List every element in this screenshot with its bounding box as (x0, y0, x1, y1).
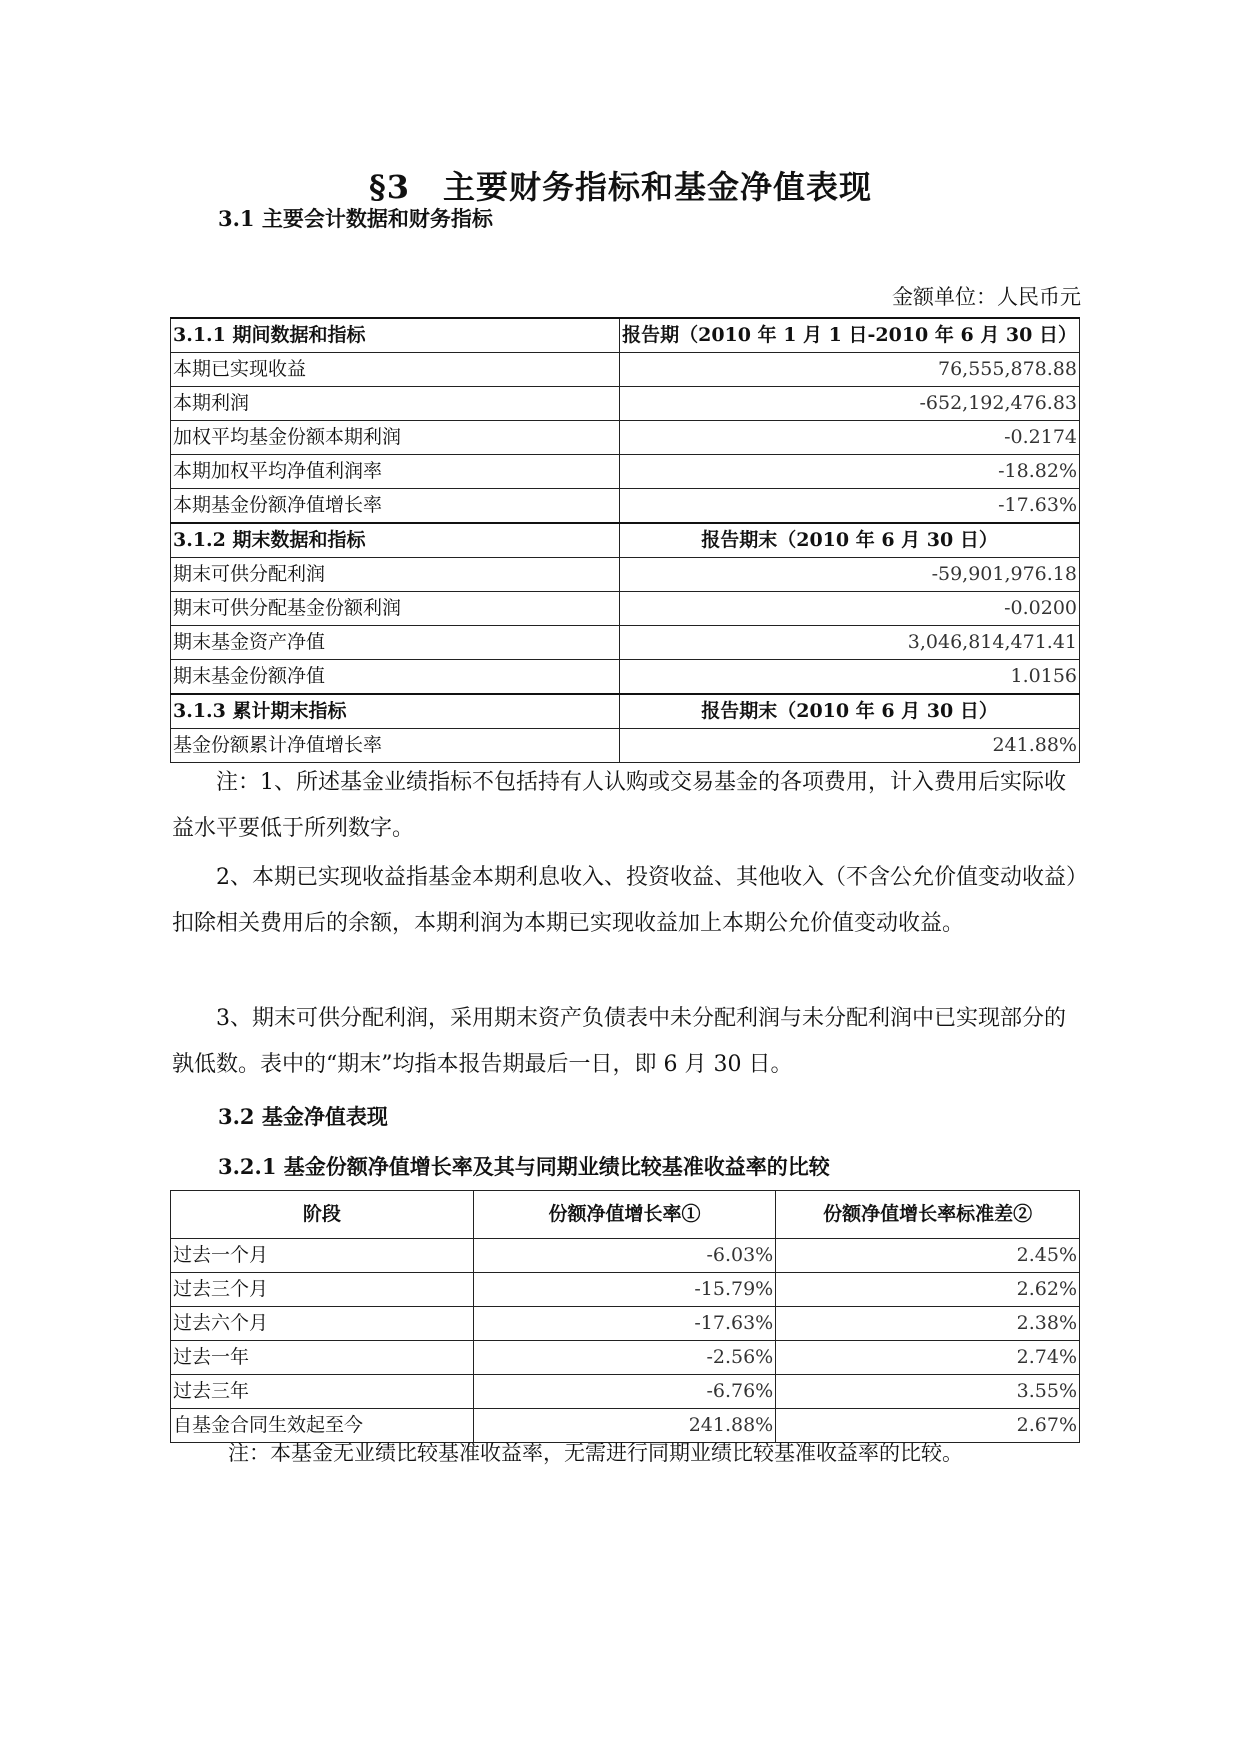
period-cell: 过去三年 (171, 1375, 474, 1409)
table-row (171, 1273, 1080, 1307)
section-heading-3-1: 3.1 主要会计数据和财务指标 (218, 206, 493, 231)
page-title: §3 主要财务指标和基金净值表现 (368, 168, 872, 206)
row-label: 本期利润 (171, 387, 620, 421)
stddev-cell: 3.55% (776, 1375, 1080, 1409)
growth-cell: -15.79% (473, 1273, 776, 1307)
section-label: 3.1.1 期间数据和指标 (171, 318, 620, 353)
benchmark-note: 注：本基金无业绩比较基准收益率，无需进行同期业绩比较基准收益率的比较。 (228, 1441, 963, 1465)
growth-cell: -2.56% (473, 1341, 776, 1375)
period-cell: 过去一年 (171, 1341, 474, 1375)
table-row (171, 1375, 1080, 1409)
row-value: -0.2174 (620, 421, 1080, 455)
table-row (171, 592, 1080, 626)
subsection-heading-3-2-1: 3.2.1 基金份额净值增长率及其与同期业绩比较基准收益率的比较 (218, 1154, 830, 1179)
row-label: 期末基金资产净值 (171, 626, 620, 660)
period-cell: 过去一个月 (171, 1239, 474, 1273)
table-row (171, 489, 1080, 524)
row-value: -17.63% (620, 489, 1080, 524)
growth-cell: -6.76% (473, 1375, 776, 1409)
row-label: 本期已实现收益 (171, 353, 620, 387)
row-label: 期末基金份额净值 (171, 660, 620, 695)
row-label: 加权平均基金份额本期利润 (171, 421, 620, 455)
column-header-growth: 份额净值增长率① (473, 1191, 776, 1239)
currency-unit-label: 金额单位：人民币元 (892, 285, 1081, 309)
growth-cell: 241.88% (473, 1409, 776, 1443)
stddev-cell: 2.38% (776, 1307, 1080, 1341)
row-label: 本期基金份额净值增长率 (171, 489, 620, 524)
note-paragraph-3: 3、期末可供分配利润，采用期末资产负债表中未分配利润与未分配利润中已实现部分的孰低数。表中的“期末”均指本报告期最后一日，即 6 月 30 日。 (172, 1006, 1066, 1077)
note-paragraph-2: 2、本期已实现收益指基金本期利息收入、投资收益、其他收入（不含公允价值变动收益）扣除相关费用后的余额，本期利润为本期已实现收益加上本期公允价值变动收益。 (172, 865, 1078, 936)
financial-indicators-table (170, 317, 1080, 763)
row-label: 期末可供分配基金份额利润 (171, 592, 620, 626)
section-heading-3-2: 3.2 基金净值表现 (218, 1104, 388, 1129)
row-value: 76,555,878.88 (620, 353, 1080, 387)
stddev-cell: 2.45% (776, 1239, 1080, 1273)
stddev-cell: 2.74% (776, 1341, 1080, 1375)
nav-performance-table (170, 1190, 1080, 1443)
table-row (171, 626, 1080, 660)
row-value: -18.82% (620, 455, 1080, 489)
table-header-row (171, 1191, 1080, 1239)
section-label: 3.1.2 期末数据和指标 (171, 523, 620, 558)
section-period: 报告期末（2010 年 6 月 30 日） (620, 694, 1080, 729)
stddev-cell: 2.67% (776, 1409, 1080, 1443)
growth-cell: -17.63% (473, 1307, 776, 1341)
row-value: 241.88% (620, 729, 1080, 763)
table-section-header (171, 694, 1080, 729)
table-row (171, 421, 1080, 455)
period-cell: 自基金合同生效起至今 (171, 1409, 474, 1443)
row-value: 3,046,814,471.41 (620, 626, 1080, 660)
table-row (171, 660, 1080, 695)
period-cell: 过去三个月 (171, 1273, 474, 1307)
row-value: -652,192,476.83 (620, 387, 1080, 421)
section-label: 3.1.3 累计期末指标 (171, 694, 620, 729)
row-value: -59,901,976.18 (620, 558, 1080, 592)
table-row (171, 1341, 1080, 1375)
stddev-cell: 2.62% (776, 1273, 1080, 1307)
row-label: 期末可供分配利润 (171, 558, 620, 592)
section-period: 报告期（2010 年 1 月 1 日-2010 年 6 月 30 日） (620, 318, 1080, 353)
table-row (171, 353, 1080, 387)
section-period: 报告期末（2010 年 6 月 30 日） (620, 523, 1080, 558)
table-row (171, 387, 1080, 421)
table-row (171, 729, 1080, 763)
row-label: 基金份额累计净值增长率 (171, 729, 620, 763)
period-cell: 过去六个月 (171, 1307, 474, 1341)
table-section-header (171, 318, 1080, 353)
note-paragraph-1: 注：1、所述基金业绩指标不包括持有人认购或交易基金的各项费用，计入费用后实际收益水平要低于所列数字。 (172, 770, 1066, 841)
row-label: 本期加权平均净值利润率 (171, 455, 620, 489)
column-header-period: 阶段 (171, 1191, 474, 1239)
row-value: 1.0156 (620, 660, 1080, 695)
column-header-stddev: 份额净值增长率标准差② (776, 1191, 1080, 1239)
table-row (171, 1239, 1080, 1273)
growth-cell: -6.03% (473, 1239, 776, 1273)
table-row (171, 558, 1080, 592)
row-value: -0.0200 (620, 592, 1080, 626)
table-section-header (171, 523, 1080, 558)
table-row (171, 455, 1080, 489)
table-row (171, 1307, 1080, 1341)
